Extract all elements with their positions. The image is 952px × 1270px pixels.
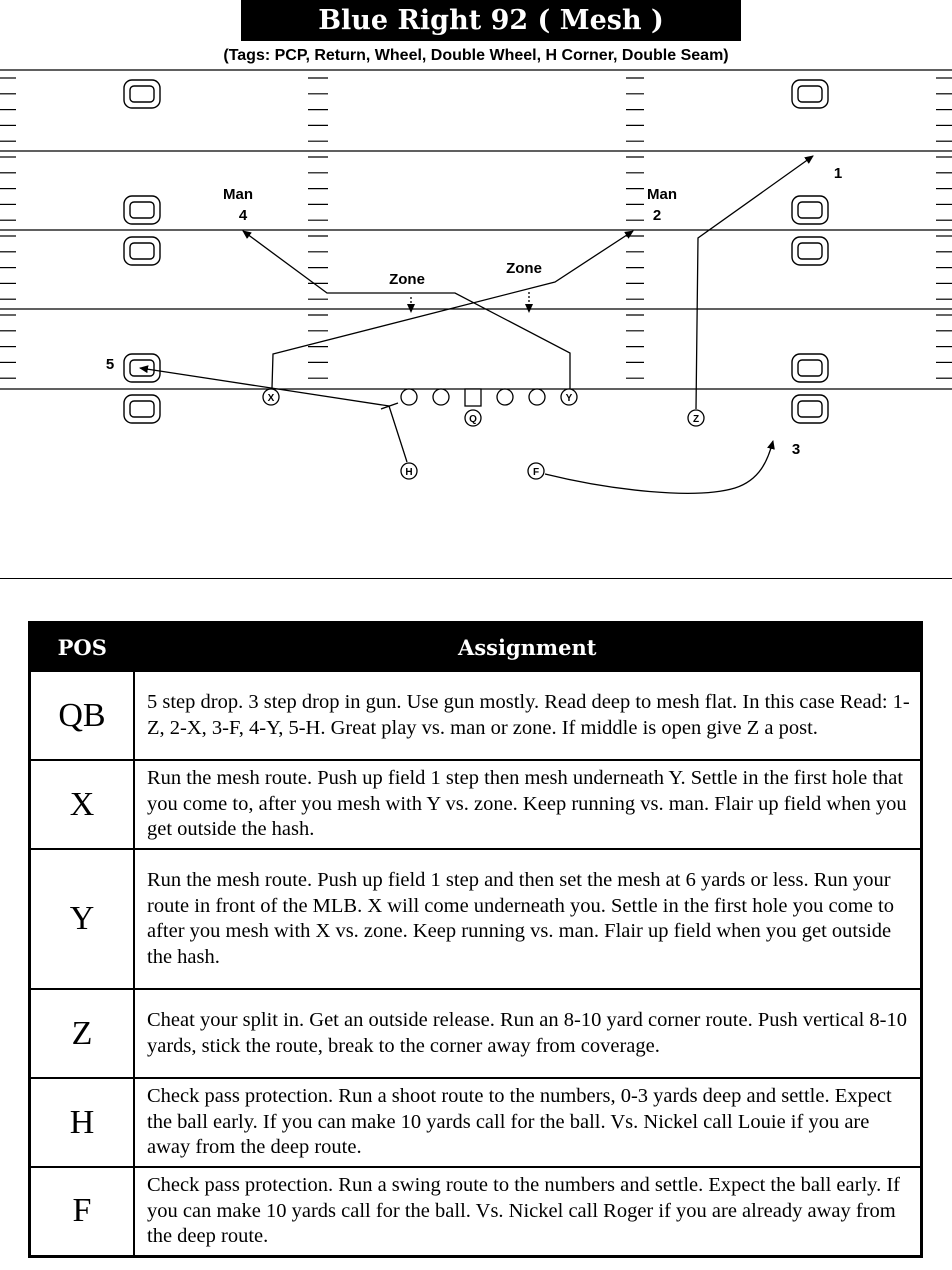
- player-x: [263, 389, 279, 405]
- table-row: [30, 1078, 922, 1167]
- assignment-cell: Run the mesh route. Push up field 1 step then mesh underneath Y. Settle in the first hole that you come to, after you mesh with Y vs. zone. Keep running vs. man. Flair up field when you get outside the hash.: [134, 760, 922, 849]
- yard-number-box: [798, 401, 822, 417]
- player-f-label: F: [532, 467, 540, 478]
- coverage-labels: [223, 186, 677, 288]
- yard-number-box: [130, 202, 154, 218]
- assignment-cell: Cheat your split in. Get an outside release. Run an 8-10 yard corner route. Push vertical 8-10 yards, stick the route, break to the corner away from coverage.: [134, 989, 922, 1078]
- player-h: [401, 463, 417, 479]
- man-label-right: Man: [647, 186, 677, 203]
- read-1-label: 1: [833, 165, 843, 182]
- position-cell: H: [30, 1078, 135, 1167]
- table-row: [30, 671, 922, 760]
- table-header-row: [30, 623, 922, 672]
- assignment-cell: Run the mesh route. Push up field 1 step and then set the mesh at 6 yards or less. Run your route in front of the MLB. X will come underneath you. Settle in the first hole you come to after you mesh with X vs. zone. Keep running vs. man. Flair up field when you get outside the hash.: [134, 849, 922, 989]
- table-row: [30, 849, 922, 989]
- yard-number-box: [798, 86, 822, 102]
- offensive-line: [401, 389, 545, 406]
- skill-players: [263, 389, 704, 479]
- player-f: [528, 463, 544, 479]
- assignment-table: [28, 621, 923, 1258]
- yard-number-boxes: [124, 80, 828, 423]
- table-row: [30, 989, 922, 1078]
- read-5-label: 5: [105, 356, 115, 373]
- player-y: [561, 389, 577, 405]
- center: [465, 389, 481, 406]
- hash-marks: [0, 78, 952, 378]
- player-y-label: Y: [565, 393, 573, 404]
- player-qb-label: Q: [469, 414, 477, 425]
- player-h-label: H: [405, 467, 413, 478]
- position-cell: Y: [30, 849, 135, 989]
- assignment-header: Assignment: [134, 623, 922, 672]
- position-cell: X: [30, 760, 135, 849]
- player-qb: [465, 410, 481, 426]
- yard-number-box: [798, 360, 822, 376]
- zone-label-right: Zone: [506, 260, 542, 277]
- route-f-swing: [545, 441, 773, 493]
- player-z: [688, 410, 704, 426]
- play-diagram: [0, 0, 952, 578]
- position-cell: F: [30, 1167, 135, 1256]
- read-3-label: 3: [791, 441, 801, 458]
- position-cell: QB: [30, 671, 135, 760]
- yard-number-box: [798, 202, 822, 218]
- yard-number-box: [798, 243, 822, 259]
- zone-label-left: Zone: [389, 271, 425, 288]
- yard-number-box: [130, 243, 154, 259]
- route-h-shoot: [140, 368, 407, 462]
- table-row: [30, 760, 922, 849]
- separator-line: [0, 578, 952, 579]
- player-z-label: Z: [692, 414, 700, 425]
- play-title: Blue Right 92 ( Mesh ): [241, 0, 741, 41]
- man-label-left: Man: [223, 186, 253, 203]
- table-row: [30, 1167, 922, 1256]
- play-tags: (Tags: PCP, Return, Wheel, Double Wheel, H Corner, Double Seam): [223, 47, 729, 64]
- read-4-label: 4: [238, 207, 248, 224]
- assignment-cell: 5 step drop. 3 step drop in gun. Use gun mostly. Read deep to mesh flat. In this case Read: 1-Z, 2-X, 3-F, 4-Y, 5-H. Great play vs. man or zone. If middle is open give Z a post.: [134, 671, 922, 760]
- assignment-cell: Check pass protection. Run a swing route to the numbers and settle. Expect the ball early. If you can make 10 yards call for the ball. Vs. Nickel call Roger if you are already away from the deep route.: [134, 1167, 922, 1256]
- pos-header: POS: [30, 623, 135, 672]
- route-y-mesh: [243, 231, 570, 389]
- read-2-label: 2: [652, 207, 662, 224]
- player-x-label: X: [267, 393, 275, 404]
- position-cell: Z: [30, 989, 135, 1078]
- assignment-cell: Check pass protection. Run a shoot route to the numbers, 0-3 yards deep and settle. Expect the ball early. If you can make 10 yards call for the ball. Vs. Nickel call Louie if you are away from the deep route.: [134, 1078, 922, 1167]
- yard-lines: [0, 70, 952, 389]
- route-z-corner: [696, 156, 813, 409]
- yard-number-box: [130, 401, 154, 417]
- yard-number-box: [130, 86, 154, 102]
